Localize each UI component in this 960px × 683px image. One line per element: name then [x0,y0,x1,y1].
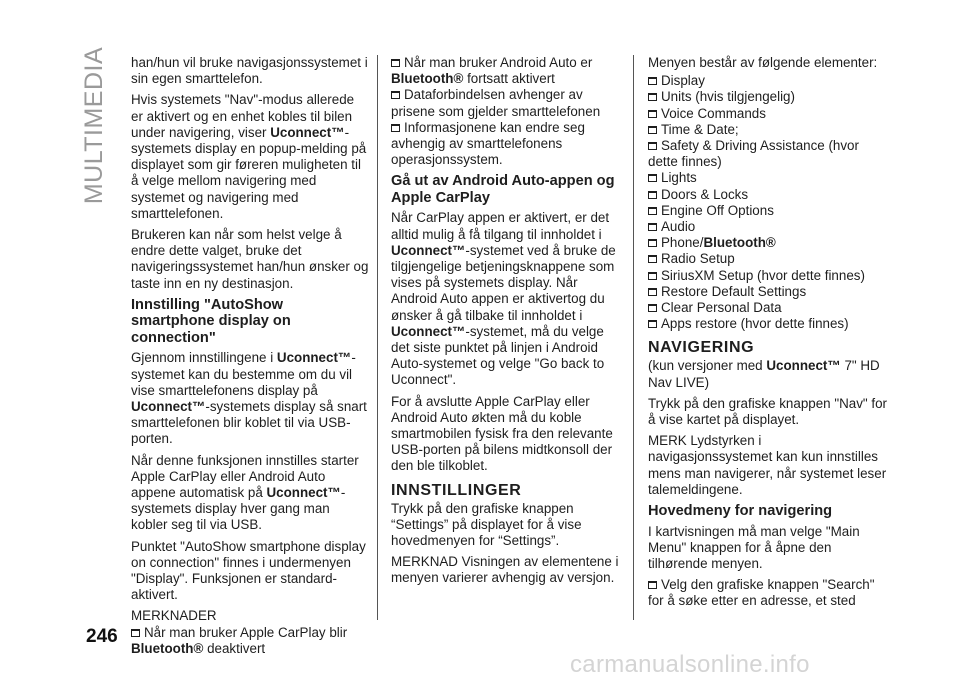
column-divider [377,55,378,620]
paragraph: Punktet "AutoShow smartphone display on connection" finnes i undermenyen "Display". Funksjonen er standard-aktivert. [131,538,366,603]
column-divider [633,55,634,620]
list-item: SiriusXM Setup (hvor dette finnes) [648,268,888,284]
paragraph: Når denne funksjonen innstilles starter Apple CarPlay eller Android Auto appene automatisk på Uconnect™-systemets display hver gang man kobler seg til via USB. [131,452,359,533]
list-item: Phone/Bluetooth® [648,235,888,251]
paragraph: MERKNAD Visningen av elementene i menyen varierer avhengig av versjon. [391,554,619,586]
chapter-heading: NAVIGERING [648,339,755,357]
checkbox-bullet-icon [648,320,657,328]
checkbox-bullet-icon [648,255,657,263]
watermark: carmanualsonline.info [570,651,810,678]
checkbox-bullet-icon [648,581,657,589]
list-item: Units (hvis tilgjengelig) [648,89,888,105]
section-heading: Innstilling "AutoShow smartphone display on connection" [131,296,291,346]
list-item: Når man bruker Apple CarPlay blir Bluetooth® deaktivert [131,624,348,656]
list-item: Lights [648,170,888,186]
list-item: Voice Commands [648,106,888,122]
checkbox-bullet-icon [648,288,657,296]
list-item: Audio [648,219,888,235]
section-heading: Hovedmeny for navigering [648,503,833,520]
checkbox-bullet-icon [648,93,657,101]
paragraph: Trykk på den grafiske knappen “Settings” på displayet for å vise hovedmenyen for “Settings”. [391,500,582,549]
list-item: Safety & Driving Assistance (hvor dette finnes) [648,138,859,170]
column-1 [131,55,369,657]
list-item: Display [648,73,888,89]
paragraph: I kartvisningen må man velge "Main Menu" knappen for å åpne den tilhørende menyen. [648,523,860,571]
section-label: MULTIMEDIA [80,46,109,204]
paragraph: Menyen består av følgende elementer: [648,55,878,70]
checkbox-bullet-icon [648,191,657,199]
list-item: Clear Personal Data [648,300,888,316]
list-item: Doors & Locks [648,187,888,203]
checkbox-bullet-icon [391,124,400,132]
paragraph: han/hun vil bruke navigasjonssystemet i sin egen smarttelefon. [131,55,368,87]
notes-label: MERKNADER [131,608,217,624]
checkbox-bullet-icon [131,629,140,637]
paragraph: Når CarPlay appen er aktivert, er det alltid mulig å få tilgang til innholdet i Uconnect™-systemet ved å bruke de tilgjengelige betjeningsknappene som vises på systemets display. Når Android Auto appen er aktivertog du ønsker å gå tilbake til innholdet i Uconnect™-systemet, må du velge det siste punktet på linjen i Android Auto-systemet og velge "Go back to Uconnect". [391,210,616,388]
page-number: 246 [86,626,118,647]
paragraph: Gjennom innstillingene i Uconnect™-systemet kan du bestemme om du vil vise smarttelefonens display på Uconnect™-systemets display så snart smarttelefonen blir koblet til via USB-porten. [131,350,367,447]
list-item: Velg den grafiske knappen "Search" for å søke etter en adresse, et sted [648,577,875,609]
list-item: Engine Off Options [648,203,888,219]
checkbox-bullet-icon [648,77,657,85]
list-item: Informasjonene kan endre seg avhengig av smarttelefonens operasjonssystem. [391,119,585,168]
list-item: Dataforbindelsen avhenger av prisene som gjelder smarttelefonen [391,87,601,119]
checkbox-bullet-icon [648,142,657,150]
checkbox-bullet-icon [648,304,657,312]
paragraph: (kun versjoner med Uconnect™ 7" HD Nav LIVE) [648,358,880,390]
checkbox-bullet-icon [391,91,400,99]
checkbox-bullet-icon [648,174,657,182]
list-item: Apps restore (hvor dette finnes) [648,316,888,332]
paragraph: MERK Lydstyrken i navigasjonssystemet kan kun innstilles mens man navigerer, når systemet leser talemeldingene. [648,433,887,497]
checkbox-bullet-icon [648,272,657,280]
checkbox-bullet-icon [648,223,657,231]
column-2 [391,55,623,592]
list-item: Time & Date; [648,122,888,138]
paragraph: Hvis systemets "Nav"-modus allerede er aktivert og en enhet kobles til bilen under navigering, viser Uconnect™-systemets display en popup-melding på displayet som gir føreren muligheten til å velge mellom navigering med systemet og navigering med smarttelefonen. [131,92,367,221]
section-heading: Gå ut av Android Auto-appen og Apple CarPlay [391,173,615,206]
chapter-heading: INNSTILLINGER [391,481,522,499]
list-item: Når man bruker Android Auto er Bluetooth® fortsatt aktivert [391,55,593,87]
checkbox-bullet-icon [391,59,400,67]
checkbox-bullet-icon [648,110,657,118]
column-3 [648,55,888,610]
paragraph: For å avslutte Apple CarPlay eller Android Auto økten må du koble smartmobilen fysisk fra den relevante USB-porten på bilens midtkonsoll der den ble tilkoblet. [391,393,613,474]
list-item: Restore Default Settings [648,284,888,300]
paragraph: Trykk på den grafiske knappen "Nav" for å vise kartet på displayet. [648,395,887,428]
list-item: Radio Setup [648,251,888,267]
paragraph: Brukeren kan når som helst velge å endre dette valget, bruke det navigeringssystemet han/hun ønsker og taste inn en ny destinasjon. [131,227,369,291]
checkbox-bullet-icon [648,207,657,215]
checkbox-bullet-icon [648,239,657,247]
checkbox-bullet-icon [648,126,657,134]
